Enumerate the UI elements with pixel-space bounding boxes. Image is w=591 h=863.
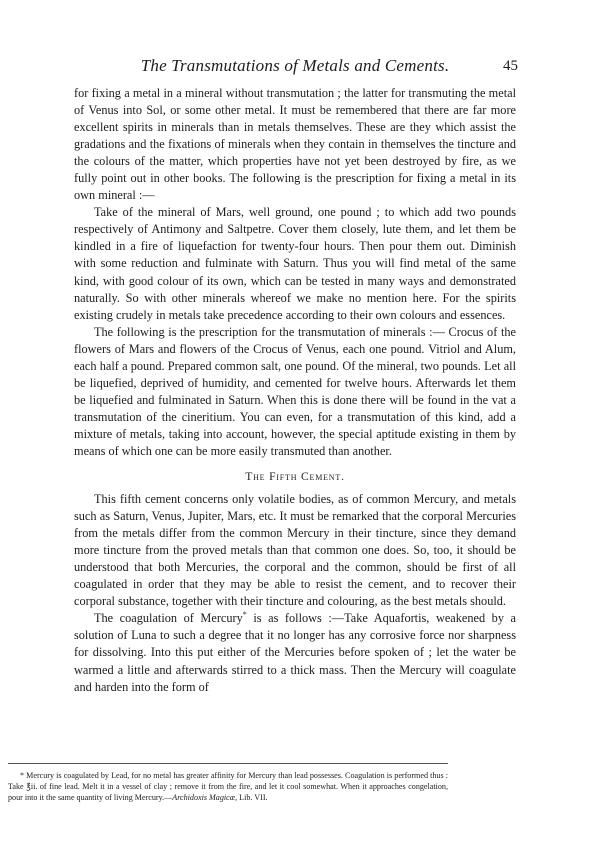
- paragraph-mars-prescription: Take of the mineral of Mars, well ground, one pound ; to which add two pounds respectively of Antimony and Saltpetre. Cover them closely, lute them, and let them be kindled in a fire of liquefaction for twenty-four hours. Then pour them out. Diminish with some reduction and fulminate with Saturn. Thus you will find metal of the same kind, with good colour of its own, which can be tested in many ways and demonstrated naturally. So with other minerals whereof we make no mention here. For the spirits existing crudely in metals take precedence according to their own colours and essences.: [74, 205, 516, 322]
- coagulation-text-start: The coagulation of Mercury: [94, 611, 243, 626]
- running-header: [74, 56, 516, 78]
- running-title: The Transmutations of Metals and Cements.: [140, 56, 450, 75]
- paragraph-mineral-transmutation: The following is the prescription for the transmutation of minerals :— Crocus of the flowers of Mars and flowers of the Crocus of Venus, each one pound. Vitriol and Alum, each half a pound. Prepared common salt, one pound. Of the mineral, two pounds. Let all be liquefied, deprived of humidity, and cemented for twelve hours. Afterwards let them be liquefied and fulminated in Saturn. When this is done there will be found in the vat a transmutation of the cineritium. You can even, for a transmutation of this kind, add a mixture of metals, taking into account, however, the special aptitude existing in them by means of which one can be more easily transmuted than another.: [74, 324, 516, 458]
- page-number: 45: [503, 58, 518, 74]
- footnote: [8, 770, 448, 804]
- footnote-source: Archidoxis Magicæ: [172, 793, 236, 803]
- footnote-text: * Mercury is coagulated by Lead, for no metal has greater affinity for Mercury than lead possesses. Coagulation is performed thus : Take ℥ii. of fine lead. Melt it in a vessel of clay ; remove it from the fire, and let it cool somewhat. When it approaches congelation, pour into it the same quantity of living Mercury.—: [8, 771, 448, 803]
- paragraph-coagulation: [74, 610, 516, 695]
- paragraph-fifth-cement: This fifth cement concerns only volatile bodies, as of common Mercury, and metals such as Saturn, Venus, Jupiter, Mars, etc. It must be remarked that the corporal Mercuries from the metals differ from the common Mercury in their tincture, since they demand more tincture from the proved metals than that common one does. So, too, it should be understood that both Mercuries, the corporal and the common, should be first of all coagulated in order that they may be able to resist the cement, and to recover their corporal substance, together with their tincture and colouring, as the best metals should.: [74, 492, 516, 609]
- section-heading: The Fifth Cement.: [245, 470, 345, 484]
- footnote-rule: [8, 763, 448, 764]
- paragraph-continued: for fixing a metal in a mineral without transmutation ; the latter for transmuting the metal of Venus into Sol, or some other metal. It must be remembered that there are far more excellent spirits in minerals than in metals themselves. These are they which assist the gradations and the fixations of minerals when they contain in themselves the tincture and the colours of the matter, which properties have not yet been destroyed by fire, as we fully point out in other books. The following is the prescription for fixing a metal in its own mineral :—: [74, 86, 516, 203]
- footnote-source-ref: , Lib. VII.: [235, 793, 268, 803]
- coagulation-text-rest: is as follows :—Take Aquafortis, weakened by a solution of Luna to such a degree that it no longer has any corrosive force nor sharpness for dissolving. Into this put either of the Mercuries before spoken of ; let the water be warmed a little and afterwards stirred to a thick mass. Then the Mercury will coagulate and harden into the form of: [74, 611, 516, 694]
- body-text: [74, 85, 516, 696]
- footnote-marker: *: [242, 610, 247, 620]
